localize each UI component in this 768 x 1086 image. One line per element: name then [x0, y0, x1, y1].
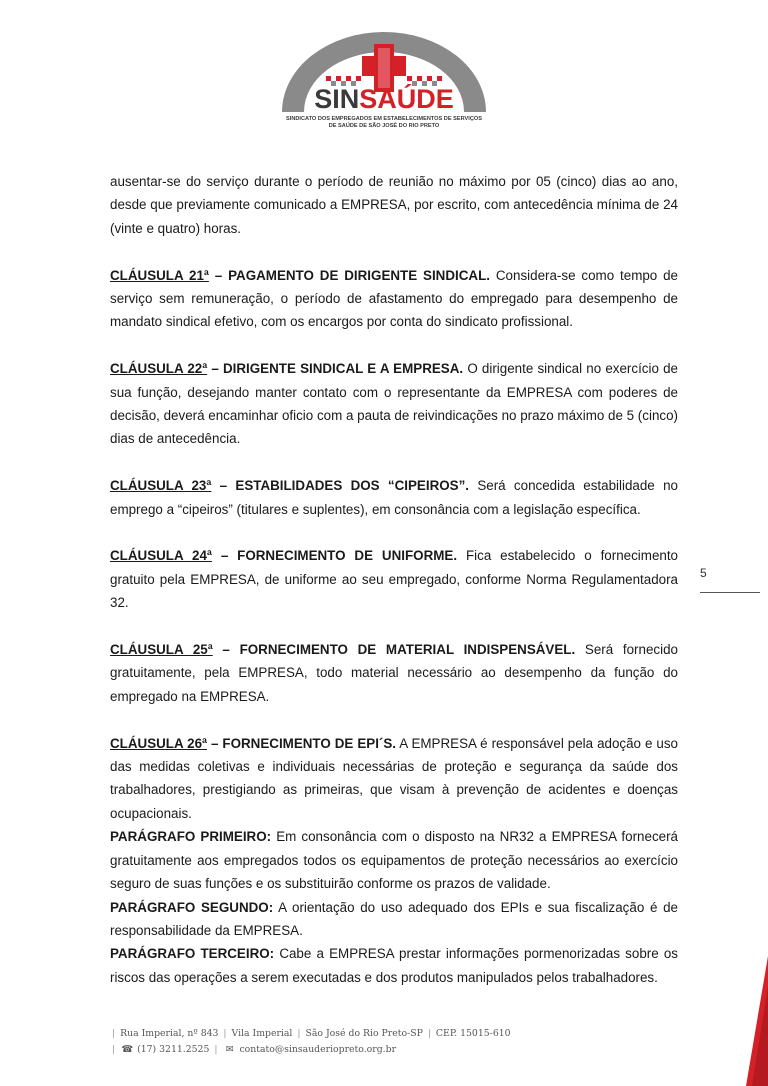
document-body — [110, 170, 678, 989]
intro-paragraph: ausentar-se do serviço durante o período de reunião no máximo por 05 (cinco) dias ao ano, desde que previamente comunicado a EMPRESA, por escrito, com antecedência mínima de 24 (vinte e quatro) horas. — [110, 174, 678, 236]
logo-subtitle-1: SINDICATO DOS EMPREGADOS EM ESTABELECIMENTOS DE SERVIÇOS — [286, 116, 482, 122]
footer-city: São José do Rio Preto-SP — [305, 1028, 423, 1039]
clause-number: CLÁUSULA 22ª — [110, 361, 208, 377]
sinsaude-logo — [268, 26, 500, 136]
logo-text-saude: SAÚDE — [359, 84, 454, 114]
clause-text: Considera-se como tempo de serviço sem remuneração, o período de afastamento do empregado para desempenho de mandato sindical efetivo, com os encargos por conta do sindicato profissional. — [110, 267, 679, 330]
paragraph-label: PARÁGRAFO TERCEIRO: — [110, 946, 275, 962]
logo-subtitle-2: DE SAÚDE DE SÃO JOSÉ DO RIO PRETO — [328, 123, 440, 129]
clause-title: ESTABILIDADES DOS “CIPEIROS”. — [235, 478, 470, 494]
footer-contact-line: | ☎ (17) 3211.2525 | ✉ contato@sinsauderiopreto.org.br — [110, 1042, 630, 1058]
paragraph-segundo — [110, 896, 678, 943]
logo-text-sin: SIN — [314, 84, 360, 114]
clause-number: CLÁUSULA 23ª — [110, 478, 212, 494]
paragraph-terceiro — [110, 942, 678, 989]
clause-title: FORNECIMENTO DE MATERIAL INDISPENSÁVEL. — [239, 642, 576, 658]
footer-email: contato@sinsauderiopreto.org.br — [239, 1044, 397, 1055]
clause-number: CLÁUSULA 21ª — [110, 267, 209, 283]
footer-address-line: | Rua Imperial, nº 843 | Vila Imperial | São José do Rio Preto-SP | CEP. 15015-610 — [112, 1028, 511, 1039]
footer-phone: (17) 3211.2525 — [137, 1044, 210, 1055]
page-number: 5 — [700, 566, 707, 580]
clause-title: FORNECIMENTO DE EPI´S. — [222, 735, 397, 751]
phone-icon: ☎ — [121, 1044, 133, 1055]
clause-title: FORNECIMENTO DE UNIFORME. — [237, 548, 458, 564]
clause-text: Fica estabelecido o fornecimento gratuito pela EMPRESA, de uniforme ao seu empregado, conforme Norma Regulamentadora 32. — [110, 548, 678, 611]
clause-text: Será fornecido gratuitamente, pela EMPRESA, todo material necessário ao desempenho da função do empregado na EMPRESA. — [110, 642, 678, 704]
clause-number: CLÁUSULA 25ª — [110, 642, 213, 658]
svg-text:SINSAÚDE — [314, 83, 454, 114]
page-number-rule — [700, 592, 760, 593]
paragraph-primeiro — [110, 825, 678, 895]
clause-text: A EMPRESA é responsável pela adoção e uso das medidas coletivas e individuais necessárias de proteção e segurança da saúde dos trabalhadores, prestigiando as primeiras, que visam à prevenção de acidentes e doenças ocupacionais. — [110, 735, 679, 821]
clause-text: Será concedida estabilidade no emprego a “cipeiros” (titulares e suplentes), em consonância com a legislação específica. — [110, 478, 678, 517]
clause-25: CLÁUSULA 25ª – FORNECIMENTO DE MATERIAL INDISPENSÁVEL. Será fornecido gratuitamente, pela EMPRESA, todo material necessário ao desempenho da função do empregado na EMPRESA. — [110, 642, 678, 704]
paragraph-label: PARÁGRAFO SEGUNDO: — [110, 899, 274, 915]
paragraph-label: PARÁGRAFO PRIMEIRO: — [110, 829, 272, 845]
footer-cep: CEP. 15015-610 — [435, 1028, 511, 1039]
paragraph-text: Cabe a EMPRESA prestar informações pormenorizadas sobre os riscos das operações a serem executadas e dos produtos manipulados pelos trabalhadores. — [110, 946, 678, 985]
clause-title: DIRIGENTE SINDICAL E A EMPRESA. — [222, 361, 464, 377]
footer — [110, 1026, 630, 1058]
corner-decoration — [746, 956, 768, 1086]
clause-24: CLÁUSULA 24ª – FORNECIMENTO DE UNIFORME. Fica estabelecido o fornecimento gratuito pela EMPRESA, de uniforme ao seu empregado, conforme Norma Regulamentadora 32. — [110, 548, 678, 611]
email-icon: ✉ — [225, 1044, 234, 1055]
clause-text: O dirigente sindical no exercício de sua função, desejando manter contato com o representante da EMPRESA com poderes de decisão, deverá encaminhar oficio com a pauta de reivindicações no prazo máximo de 5 (cinco) dias de antecedência. — [110, 361, 678, 447]
clause-23: CLÁUSULA 23ª – ESTABILIDADES DOS “CIPEIROS”. Será concedida estabilidade no emprego a “cipeiros” (titulares e suplentes), em consonância com a legislação específica. — [110, 478, 678, 517]
paragraph-text: Em consonância com o disposto na NR32 a EMPRESA fornecerá gratuitamente aos empregados todos os equipamentos de proteção necessários ao exercício seguro de suas funções e os substituirão conforme os prazos de validade. — [110, 829, 678, 892]
paragraph-text: A orientação do uso adequado dos EPIs e sua fiscalização é de responsabilidade da EMPRESA. — [110, 899, 678, 938]
clause-title: PAGAMENTO DE DIRIGENTE SINDICAL. — [228, 267, 490, 283]
clause-21: CLÁUSULA 21ª – PAGAMENTO DE DIRIGENTE SINDICAL. Considera-se como tempo de serviço sem remuneração, o período de afastamento do empregado para desempenho de mandato sindical efetivo, com os encargos por conta do sindicato profissional. — [110, 267, 679, 330]
footer-neighborhood: Vila Imperial — [231, 1028, 293, 1039]
footer-address: Rua Imperial, nº 843 — [120, 1028, 219, 1039]
clause-26: CLÁUSULA 26ª – FORNECIMENTO DE EPI´S. A EMPRESA é responsável pela adoção e uso das medidas coletivas e individuais necessárias de proteção e segurança da saúde dos trabalhadores, prestigiando as primeiras, que visam à prevenção de acidentes e doenças ocupacionais. — [110, 735, 679, 821]
clause-number: CLÁUSULA 26ª — [110, 735, 207, 751]
clause-22: CLÁUSULA 22ª – DIRIGENTE SINDICAL E A EMPRESA. O dirigente sindical no exercício de sua função, desejando manter contato com o representante da EMPRESA com poderes de decisão, deverá encaminhar oficio com a pauta de reivindicações no prazo máximo de 5 (cinco) dias de antecedência. — [110, 361, 678, 447]
clause-number: CLÁUSULA 24ª — [110, 548, 212, 564]
